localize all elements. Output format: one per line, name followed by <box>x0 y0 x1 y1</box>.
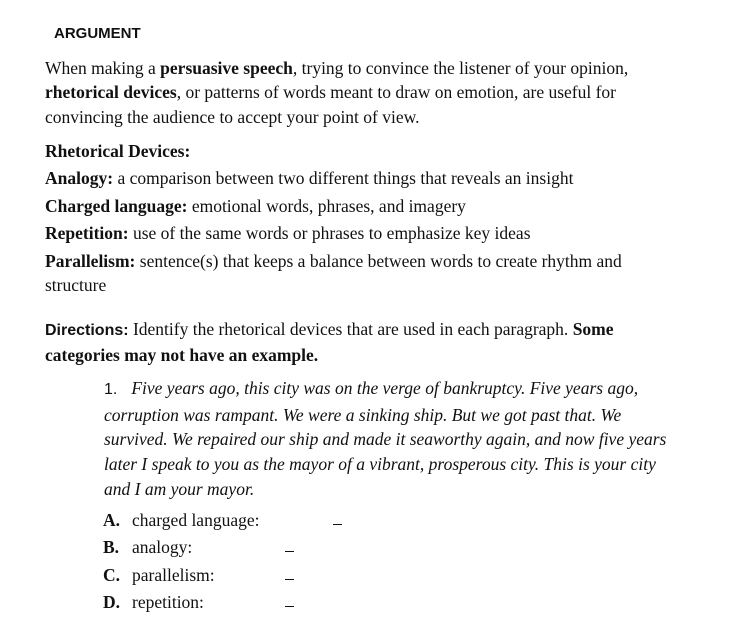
option-label: repetition: <box>132 592 204 612</box>
device-term: Charged language: <box>45 196 188 216</box>
device-analogy <box>45 166 685 190</box>
intro-paragraph <box>45 56 685 129</box>
option-letter: B. <box>103 537 120 557</box>
device-definition: use of the same words or phrases to emphasize key ideas <box>128 223 531 243</box>
directions-label: Directions: <box>45 322 129 339</box>
device-term: Parallelism: <box>45 251 136 271</box>
devices-heading: Rhetorical Devices: <box>45 141 191 161</box>
device-term: Repetition: <box>45 223 129 243</box>
device-definition: sentence(s) that keeps a balance between words to create rhythm and structure <box>45 251 622 296</box>
option-label: parallelism: <box>132 565 215 585</box>
option-letter: C. <box>103 565 121 585</box>
intro-bold-rhetorical: rhetorical devices <box>45 82 177 103</box>
answer-blank-a[interactable] <box>333 524 342 525</box>
intro-text-1: When making a <box>45 58 161 78</box>
option-d <box>103 590 204 614</box>
option-letter: A. <box>103 510 121 530</box>
option-a <box>103 508 259 532</box>
directions-text: Identify the rhetorical devices that are used in each paragraph. <box>128 319 573 339</box>
intro-bold-persuasive: persuasive speech <box>160 58 293 78</box>
section-heading: ARGUMENT <box>54 25 141 42</box>
option-letter: D. <box>103 592 121 612</box>
device-definition: emotional words, phrases, and imagery <box>187 196 466 216</box>
option-c <box>103 563 215 587</box>
option-label: analogy: <box>132 537 193 557</box>
directions-paragraph <box>45 317 685 368</box>
intro-text-3: , or patterns of words meant to draw on emotion, are useful for convincing the audience to accept your point of view. <box>45 82 617 127</box>
answer-blank-b[interactable] <box>285 551 294 552</box>
answer-blank-c[interactable] <box>285 579 294 580</box>
intro-text-2: , trying to convince the listener of your opinion, <box>292 58 629 78</box>
option-b <box>103 535 192 559</box>
answer-blank-d[interactable] <box>285 606 294 607</box>
directions-bold-note: Some categories may not have an example. <box>45 319 614 366</box>
option-label: charged language: <box>132 510 260 530</box>
device-charged-language <box>45 194 685 218</box>
question-number: 1. <box>104 381 118 398</box>
device-parallelism <box>45 249 685 298</box>
question-text: Five years ago, this city was on the verge of bankruptcy. Five years ago, corruption was rampant. We were a sinking ship. But we got past that. We survived. We repaired our ship and made it seaworthy again, and now five years later I speak to you as the mayor of a vibrant, prosperous city. This is your city and I am your mayor. <box>104 378 667 499</box>
question-1 <box>104 376 674 502</box>
device-definition: a comparison between two different things that reveals an insight <box>113 168 574 188</box>
device-repetition <box>45 221 685 245</box>
device-term: Analogy: <box>45 168 114 188</box>
